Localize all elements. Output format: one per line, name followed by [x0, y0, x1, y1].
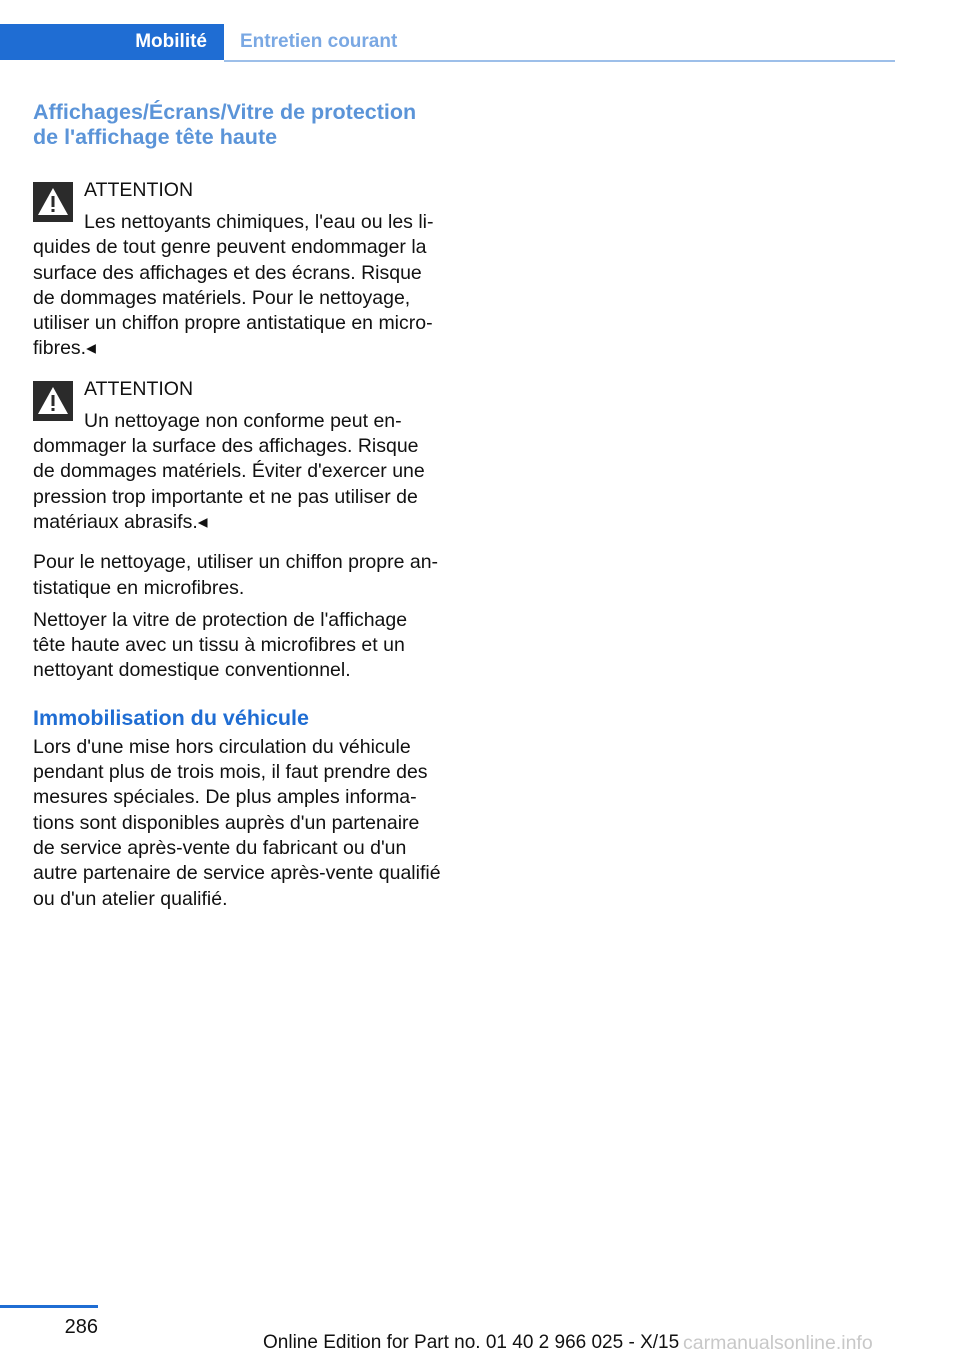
warning-text-line: utiliser un chiffon propre antistatique en micro-: [33, 312, 433, 335]
body-paragraph: Nettoyer la vitre de protection de l'affichage tête haute avec un tissu à microfibres et un nettoyant domestique conventionnel.: [33, 608, 408, 682]
body-paragraph: Pour le nettoyage, utiliser un chiffon propre an- tistatique en microfibres.: [33, 551, 439, 599]
warning-triangle-icon: [33, 381, 73, 421]
warning-text-line: Un nettoyage non conforme peut en-: [84, 409, 402, 432]
section-title-immobilisation: Immobilisation du véhicule: [33, 705, 309, 730]
body-paragraph: Lors d'une mise hors circulation du véhicule pendant plus de trois mois, il faut prendre des mesures spéciales. De plus amples informa- tions sont disponibles auprès d'un partenaire de service après-vente du fabricant ou d'un autre partenaire de service après-vente qualifié ou d'un atelier qualifié.: [33, 735, 441, 910]
watermark: carmanualsonline.info: [683, 1332, 873, 1354]
warning-triangle-icon: [33, 182, 73, 222]
warning-title: ATTENTION: [84, 377, 194, 400]
warning-text-line: dommager la surface des affichages. Risque: [33, 435, 419, 458]
warning-text-line: de dommages matériels. Éviter d'exercer une: [33, 460, 425, 483]
warning-block: [33, 178, 451, 362]
header-divider: [224, 60, 895, 62]
warning-text-line: matériaux abrasifs.◂: [33, 510, 208, 533]
warning-text-line: fibres.◂: [33, 337, 96, 360]
footer-divider: [0, 1305, 98, 1308]
page-content: [33, 100, 451, 912]
warning-text-line: Les nettoyants chimiques, l'eau ou les li-: [84, 211, 434, 233]
edition-text: Online Edition for Part no. 01 40 2 966 025 - X/15: [263, 1332, 680, 1353]
tab-mobilite[interactable]: Mobilité: [0, 24, 224, 60]
tab-entretien-courant[interactable]: Entretien courant: [240, 31, 398, 52]
section-title-affichages: Affichages/Écrans/Vitre de protection de l'affichage tête haute: [33, 100, 417, 149]
warning-text-line: de dommages matériels. Pour le nettoyage,: [33, 286, 411, 309]
warning-text-line: pression trop importante et ne pas utiliser de: [33, 485, 418, 508]
warning-block: [33, 377, 451, 535]
warning-text-line: quides de tout genre peuvent endommager la: [33, 236, 427, 259]
warning-title: ATTENTION: [84, 179, 194, 201]
chapter-header: [0, 24, 895, 62]
page-number: 286: [64, 1316, 98, 1338]
warning-text-line: surface des affichages et des écrans. Risque: [33, 261, 422, 284]
